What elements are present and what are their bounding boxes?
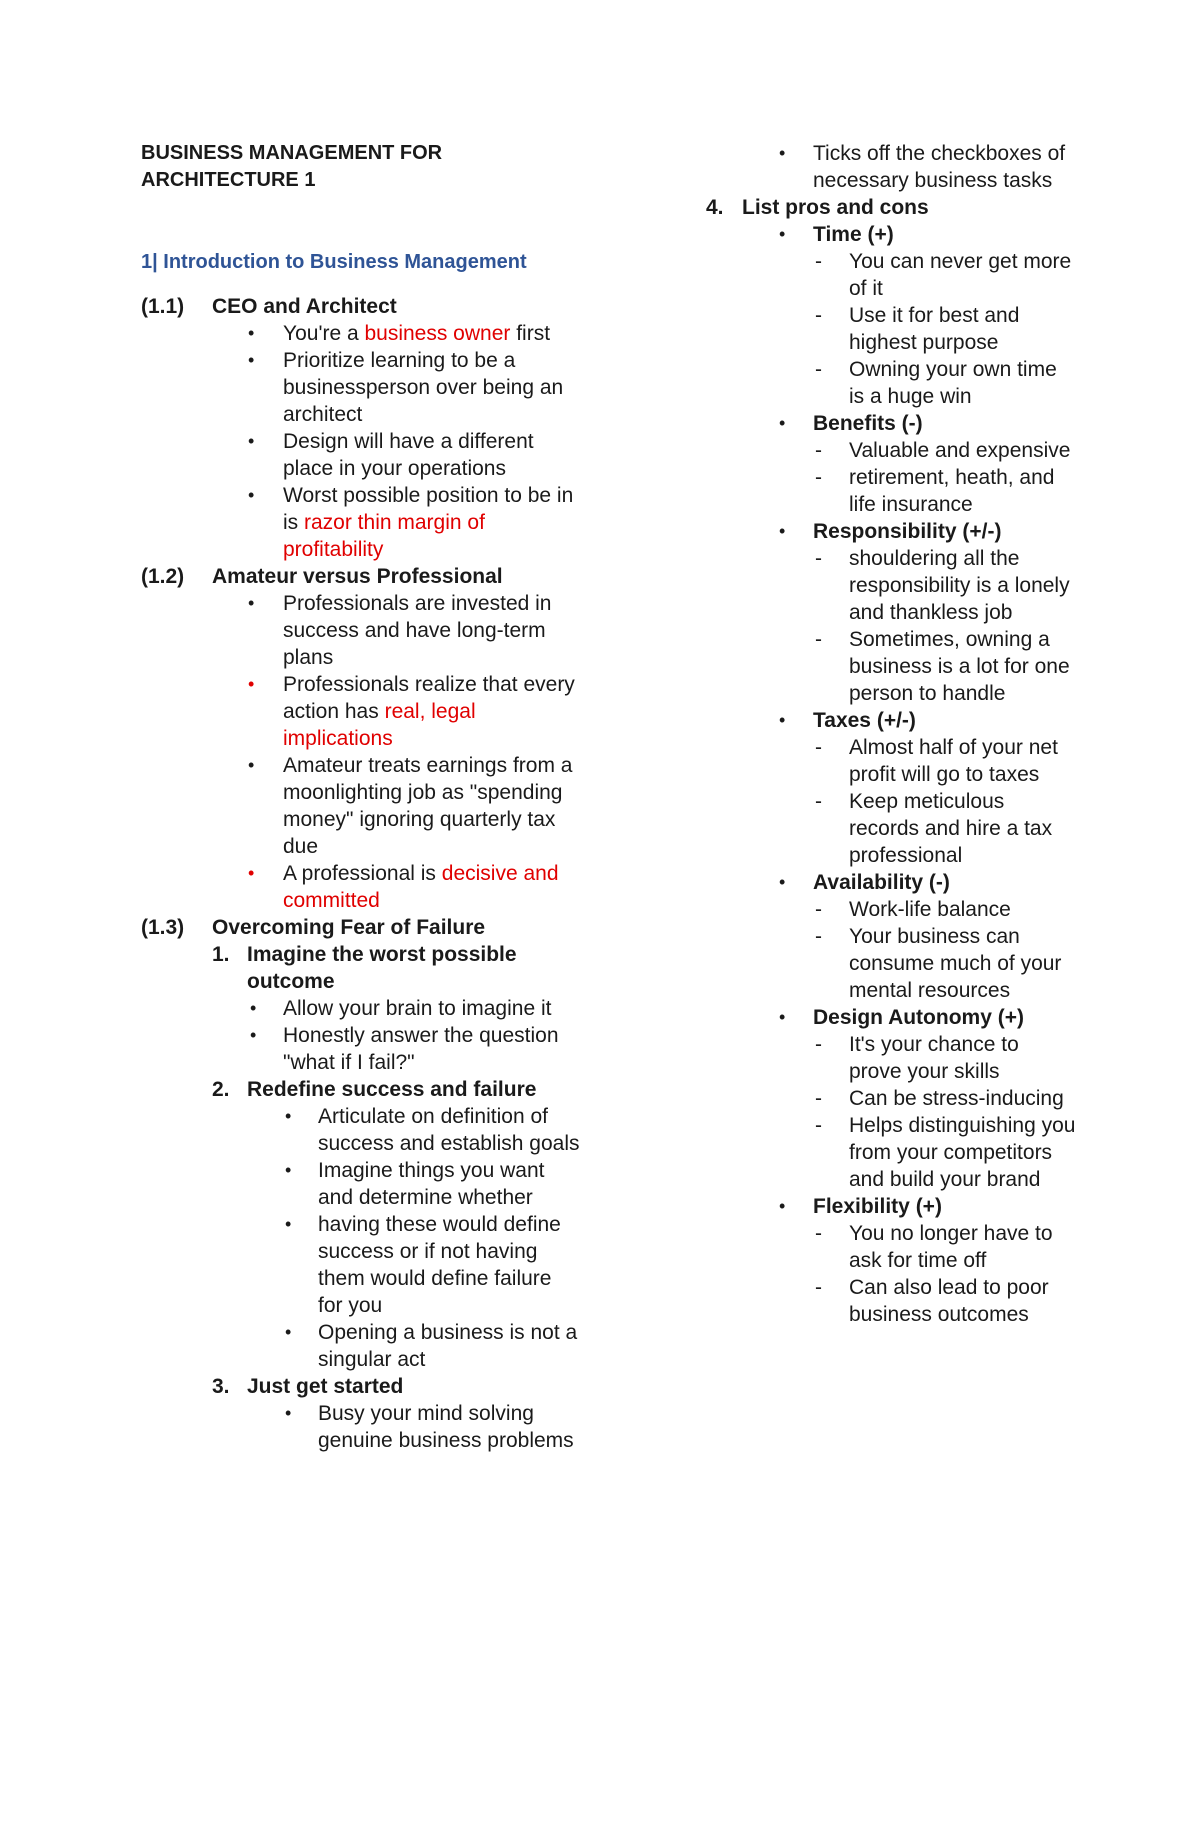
continued-list [707,140,1077,194]
pros-cons-title: Time (+) [813,223,894,246]
detail-item: - Your business can consume much of your mental resources [813,923,1077,1004]
detail-list [813,896,1077,1004]
list-item: • Opening a business is not a singular act [282,1319,581,1373]
right-column [707,140,1077,1328]
item-number: 2. [212,1078,230,1101]
detail-list [813,1220,1077,1328]
item-title: List pros and cons [742,196,929,219]
detail-item: - Work-life balance [813,896,1077,923]
numbered-item [141,1076,581,1373]
list-item: • Design will have a different place in your operations [141,428,581,482]
detail-item: - Can be stress-inducing [813,1085,1077,1112]
pros-cons-title: Responsibility (+/-) [813,520,1002,543]
detail-list [813,437,1077,518]
pros-cons-title: Benefits (-) [813,412,923,435]
list-item: • Allow your brain to imagine it [247,995,581,1022]
list-item: • Ticks off the checkboxes of necessary business tasks [707,140,1077,194]
section-number: (1.1) [141,295,185,318]
detail-item: - retirement, heath, and life insurance [813,464,1077,518]
detail-item: - Sometimes, owning a business is a lot for one person to handle [813,626,1077,707]
highlight-text: real, legal implications [283,700,476,750]
text: Professionals realize that every action has [283,673,575,723]
sub-list [247,995,581,1076]
detail-item: - You no longer have to ask for time off [813,1220,1077,1274]
text: A professional is [283,862,442,885]
left-column [141,140,581,1454]
list-item [141,671,581,752]
section-title: Overcoming Fear of Failure [212,916,486,939]
detail-item: - Owning your own time is a huge win [813,356,1077,410]
text: first [510,322,551,345]
detail-item: - Almost half of your net profit will go to taxes [813,734,1077,788]
pros-cons-item [707,1004,1077,1193]
section-number: (1.3) [141,916,185,939]
numbered-item [141,941,581,1076]
list-item: • Articulate on definition of success and establish goals [282,1103,581,1157]
detail-list [813,734,1077,869]
numbered-item-4 [706,194,1077,221]
item-number: 1. [212,943,230,966]
highlight-text: razor thin margin of profitability [283,511,485,561]
detail-item: - Keep meticulous records and hire a tax professional [813,788,1077,869]
section-1-2-heading [141,563,581,590]
item-number: 4. [706,196,724,219]
highlight-text: decisive and committed [283,862,559,912]
detail-item: - Valuable and expensive [813,437,1077,464]
pros-cons-title: Taxes (+/-) [813,709,916,732]
pros-cons-item [707,869,1077,1004]
detail-list [813,545,1077,707]
list-item: • Imagine things you want and determine whether [282,1157,581,1211]
section-1-1-heading [141,293,581,320]
pros-cons-item [707,518,1077,707]
section-1-3-list [141,941,581,1454]
text: Worst possible position to be in is [283,484,574,534]
text: You're a [283,322,365,345]
document-title: BUSINESS MANAGEMENT FOR ARCHITECTURE 1 [141,142,443,191]
item-title: Just get started [247,1375,404,1398]
section-1-3-heading [141,914,581,941]
list-item: • Honestly answer the question "what if I fail?" [247,1022,581,1076]
section-title: CEO and Architect [212,295,397,318]
list-item: • Professionals are invested in success and have long-term plans [141,590,581,671]
item-number: 3. [212,1375,230,1398]
detail-list [813,1031,1077,1193]
detail-item: - You can never get more of it [813,248,1077,302]
list-item [141,482,581,563]
pros-cons-item [707,410,1077,518]
list-item [141,860,581,914]
list-item: • Prioritize learning to be a businessperson over being an architect [141,347,581,428]
sub-list [247,1400,581,1454]
section-1-2-list [141,590,581,914]
detail-item: - Helps distinguishing you from your competitors and build your brand [813,1112,1077,1193]
section-title: Amateur versus Professional [212,565,503,588]
list-item: • having these would define success or if not having them would define failure for you [282,1211,581,1319]
section-number: (1.2) [141,565,185,588]
pros-cons-item [707,707,1077,869]
section-1-1-list [141,320,581,563]
list-item [141,320,581,347]
detail-item: - shouldering all the responsibility is a lonely and thankless job [813,545,1077,626]
detail-item: - Use it for best and highest purpose [813,302,1077,356]
list-item: • Busy your mind solving genuine business problems [282,1400,581,1454]
highlight-text: business owner [364,322,511,345]
pros-cons-item [707,1193,1077,1328]
list-item: • Amateur treats earnings from a moonlighting job as "spending money" ignoring quarterly tax due [141,752,581,860]
sub-list [247,1103,581,1373]
detail-list [813,248,1077,410]
chapter-heading: 1| Introduction to Business Management [141,251,527,273]
pros-cons-title: Flexibility (+) [813,1195,942,1218]
item-title: Redefine success and failure [247,1078,537,1101]
pros-cons-item [707,221,1077,410]
pros-cons-list [707,221,1077,1328]
item-title: Imagine the worst possible outcome [247,943,517,993]
numbered-item [141,1373,581,1454]
pros-cons-title: Availability (-) [813,871,950,894]
detail-item: - It's your chance to prove your skills [813,1031,1077,1085]
pros-cons-title: Design Autonomy (+) [813,1006,1024,1029]
detail-item: - Can also lead to poor business outcomes [813,1274,1077,1328]
